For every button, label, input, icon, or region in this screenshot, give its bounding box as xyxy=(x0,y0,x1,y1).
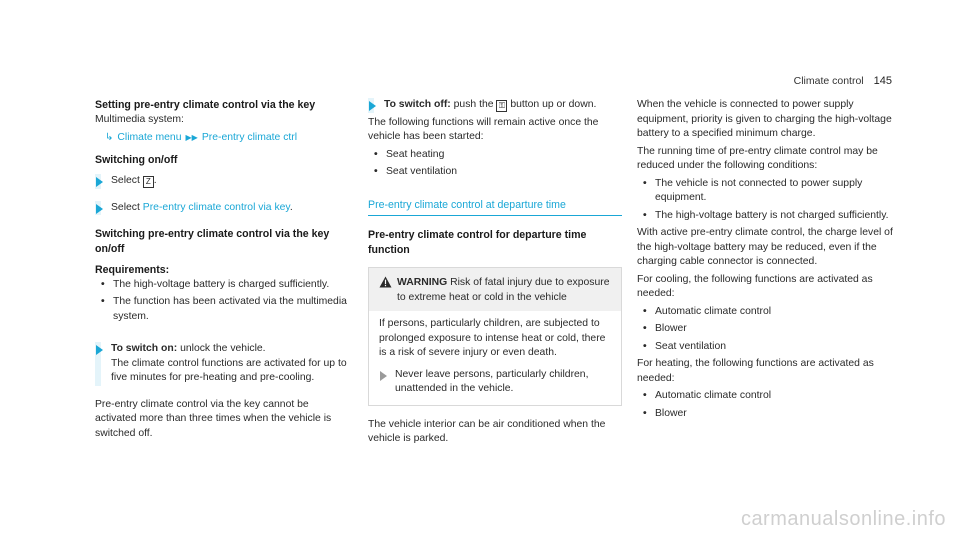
step-switch-off: To switch off: push the ⚿ button up or down. xyxy=(368,98,622,113)
interior-text: The vehicle interior can be air conditioned when the vehicle is parked. xyxy=(368,418,606,444)
step-switch-on: To switch on: unlock the vehicle. The climate control functions are activated for up to five minutes for pre-heating and pre-cooling. xyxy=(95,342,353,386)
list-item: • Seat ventilation xyxy=(643,340,727,352)
column-3 xyxy=(637,98,895,421)
column-1 xyxy=(95,98,353,441)
step-select-icon: Select Z . xyxy=(95,174,353,189)
remain-text: The following functions will remain active once the vehicle has been started: xyxy=(368,116,599,142)
list-item: • The function has been activated via the multimedia system. xyxy=(101,296,347,322)
multimedia-label: Multimedia system: xyxy=(95,113,184,125)
step-arrow-icon xyxy=(96,204,103,214)
warning-body: If persons, particularly children, are subjected to prolonged exposure to intense heat or cold, there is a risk of severe injury or even death. xyxy=(379,318,606,358)
return-arrow-icon: ↳ xyxy=(105,132,114,143)
list-item: • The vehicle is not connected to power supply equipment. xyxy=(643,177,863,203)
paragraph: The running time of pre-entry climate control may be reduced under the following conditions: xyxy=(637,145,878,171)
step-select-option: Select Pre-entry climate control via key. xyxy=(95,201,353,216)
menu-item-climate[interactable]: Climate menu xyxy=(117,132,182,143)
paragraph: For cooling, the following functions are activated as needed: xyxy=(637,273,873,299)
warning-triangle-icon xyxy=(379,276,397,305)
paragraph: When the vehicle is connected to power supply equipment, priority is given to charging the high-voltage battery to a specified minimum charge. xyxy=(637,99,892,139)
page-header xyxy=(794,74,892,89)
list-item: • Automatic climate control xyxy=(643,390,772,401)
sub-heading: Pre-entry climate control for departure time function xyxy=(368,229,587,256)
list-item: • Automatic climate control xyxy=(643,305,772,317)
section-title: Climate control xyxy=(793,75,864,87)
list-item: • The high-voltage battery is not charged sufficiently. xyxy=(643,209,889,221)
paragraph: With active pre-entry climate control, the charge level of the high-voltage battery may be reduced, even if the charging cable connector is connected. xyxy=(637,227,893,267)
switching-heading: Switching on/off xyxy=(95,153,178,166)
option-link[interactable]: Pre-entry climate control via key xyxy=(142,201,290,213)
list-item: • Blower xyxy=(643,323,687,334)
warning-label: WARNING xyxy=(397,277,448,288)
section-heading: Setting pre-entry climate control via the key xyxy=(95,99,316,111)
list-item: • Blower xyxy=(643,407,687,419)
watermark: carmanualsonline.info xyxy=(740,507,946,530)
sub-heading: Switching pre-entry climate control via the key on/off xyxy=(95,228,330,255)
list-item: • Seat heating xyxy=(374,148,445,160)
requirements-heading: Requirements: xyxy=(95,264,170,276)
step-arrow-icon xyxy=(369,101,376,111)
menu-path xyxy=(95,131,353,146)
warning-box: WARNING Risk of fatal injury due to exposure to extreme heat or cold in the vehicle If persons, particularly children, are subjected to prolonged exposure to intense heat or cold, there is a risk of severe injury or even death. Never leave persons, particularly children, unattended in the vehicle. xyxy=(368,267,622,406)
list-item: • Seat ventilation xyxy=(374,166,458,177)
step-arrow-icon xyxy=(96,345,103,355)
step-arrow-icon xyxy=(380,371,387,381)
step-arrow-icon xyxy=(96,177,103,187)
double-chevron-icon: ▶▶ xyxy=(185,133,198,142)
column-2 xyxy=(368,98,622,447)
section-heading: Pre-entry climate control at departure time xyxy=(368,198,622,217)
note-text: Pre-entry climate control via the key cannot be activated more than three times when the vehicle is switched off. xyxy=(95,398,332,439)
warning-step: Never leave persons, particularly children, unattended in the vehicle. xyxy=(379,368,611,397)
step-description: The climate control functions are activated for up to five minutes for pre-heating and pre-cooling. xyxy=(111,357,347,383)
settings-key-icon: Z xyxy=(143,176,154,188)
menu-item-pre-entry[interactable]: Pre-entry climate ctrl xyxy=(201,132,298,143)
paragraph: For heating, the following functions are activated as needed: xyxy=(637,358,874,384)
step-text: Select xyxy=(111,175,140,186)
key-button-icon: ⚿ xyxy=(496,100,507,112)
page-number: 145 xyxy=(873,75,892,87)
list-item: • The high-voltage battery is charged sufficiently. xyxy=(101,278,330,290)
